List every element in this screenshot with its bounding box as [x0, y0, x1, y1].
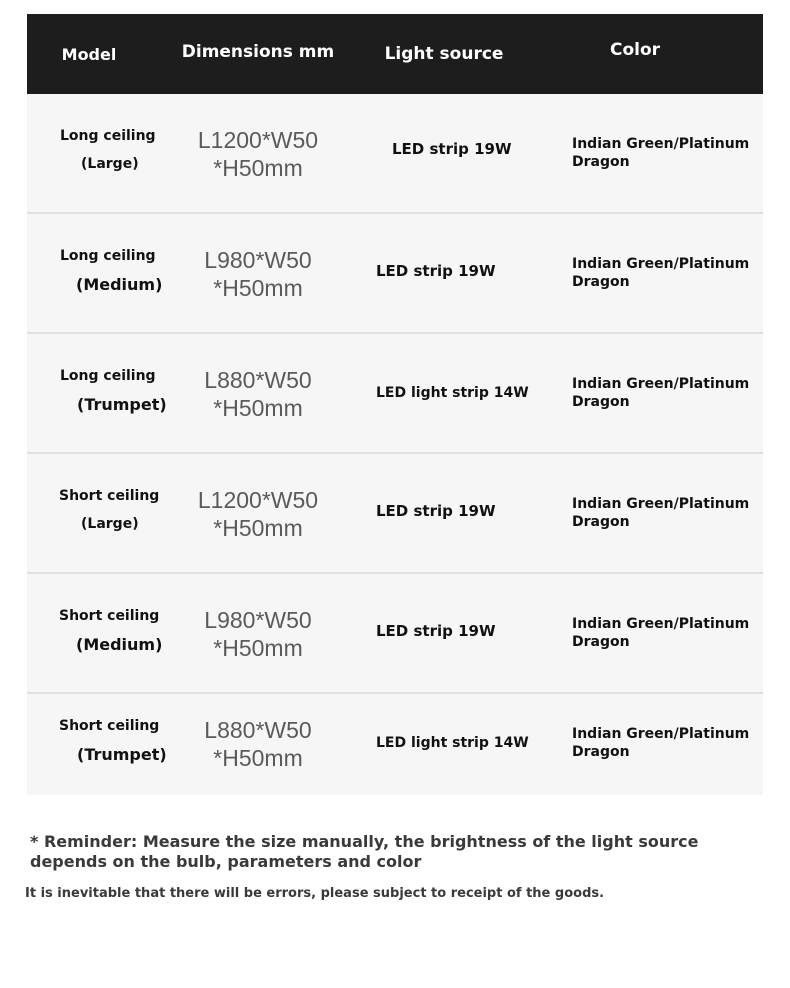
color-cell: [572, 135, 762, 171]
dimensions-line2: *H50mm: [213, 395, 303, 421]
model-name: Long ceiling: [60, 128, 156, 144]
color-line1: Indian Green/Platinum: [572, 136, 750, 152]
color-line1: Indian Green/Platinum: [572, 726, 750, 742]
dimensions-line1: L980*W50: [204, 247, 312, 273]
light-source-cell: LED strip 19W: [376, 502, 496, 520]
header-dimensions: Dimensions mm: [181, 42, 335, 62]
dimensions-line2: *H50mm: [213, 745, 303, 771]
header-light-source: Light source: [384, 44, 504, 64]
color-line2: Dragon: [572, 514, 630, 530]
table-row: [27, 334, 763, 454]
color-line2: Dragon: [572, 744, 630, 760]
table-row: [27, 214, 763, 334]
table-row: [27, 94, 763, 214]
model-name: Long ceiling: [60, 248, 156, 264]
color-cell: [572, 725, 762, 761]
dimensions-line2: *H50mm: [213, 515, 303, 541]
color-cell: [572, 495, 762, 531]
model-size: (Medium): [76, 635, 163, 654]
table-row: [27, 694, 763, 795]
dimensions-line1: L1200*W50: [197, 487, 319, 513]
model-size: (Medium): [76, 275, 163, 294]
dimensions-cell: [177, 716, 339, 772]
dimensions-line2: *H50mm: [213, 275, 303, 301]
header-color: Color: [609, 40, 661, 60]
color-line1: Indian Green/Platinum: [572, 496, 750, 512]
model-name: Long ceiling: [60, 368, 156, 384]
color-cell: [572, 615, 762, 651]
model-name: Short ceiling: [59, 488, 160, 504]
color-cell: [572, 255, 762, 291]
dimensions-line2: *H50mm: [213, 155, 303, 181]
disclaimer-note: It is inevitable that there will be errors, please subject to receipt of the goods.: [25, 886, 605, 901]
dimensions-line1: L1200*W50: [197, 127, 319, 153]
model-size: (Trumpet): [77, 395, 167, 414]
light-source-cell: LED strip 19W: [392, 140, 512, 158]
dimensions-line2: *H50mm: [213, 635, 303, 661]
table-row: [27, 574, 763, 694]
dimensions-cell: [177, 126, 339, 182]
dimensions-line1: L880*W50: [204, 717, 312, 743]
dimensions-line1: L980*W50: [204, 607, 312, 633]
table-header: [27, 14, 763, 94]
model-name: Short ceiling: [59, 718, 160, 734]
color-line2: Dragon: [572, 154, 630, 170]
dimensions-cell: [177, 366, 339, 422]
dimensions-cell: [177, 246, 339, 302]
reminder-text: * Reminder: Measure the size manually, the brightness of the light source depends on the bulb, parameters and color: [30, 832, 699, 871]
table-row: [27, 454, 763, 574]
color-line2: Dragon: [572, 634, 630, 650]
color-cell: [572, 375, 762, 411]
color-line1: Indian Green/Platinum: [572, 256, 750, 272]
model-size: (Large): [81, 156, 139, 172]
spec-table: [27, 14, 763, 795]
color-line2: Dragon: [572, 394, 630, 410]
dimensions-line1: L880*W50: [204, 367, 312, 393]
color-line1: Indian Green/Platinum: [572, 376, 750, 392]
light-source-cell: LED light strip 14W: [376, 734, 529, 751]
model-name: Short ceiling: [59, 608, 160, 624]
model-size: (Large): [81, 516, 139, 532]
light-source-cell: LED strip 19W: [376, 622, 496, 640]
header-model: Model: [61, 44, 117, 64]
color-line2: Dragon: [572, 274, 630, 290]
dimensions-cell: [177, 606, 339, 662]
color-line1: Indian Green/Platinum: [572, 616, 750, 632]
model-size: (Trumpet): [77, 745, 167, 764]
light-source-cell: LED light strip 14W: [376, 385, 529, 401]
dimensions-cell: [177, 486, 339, 542]
light-source-cell: LED strip 19W: [376, 262, 496, 280]
